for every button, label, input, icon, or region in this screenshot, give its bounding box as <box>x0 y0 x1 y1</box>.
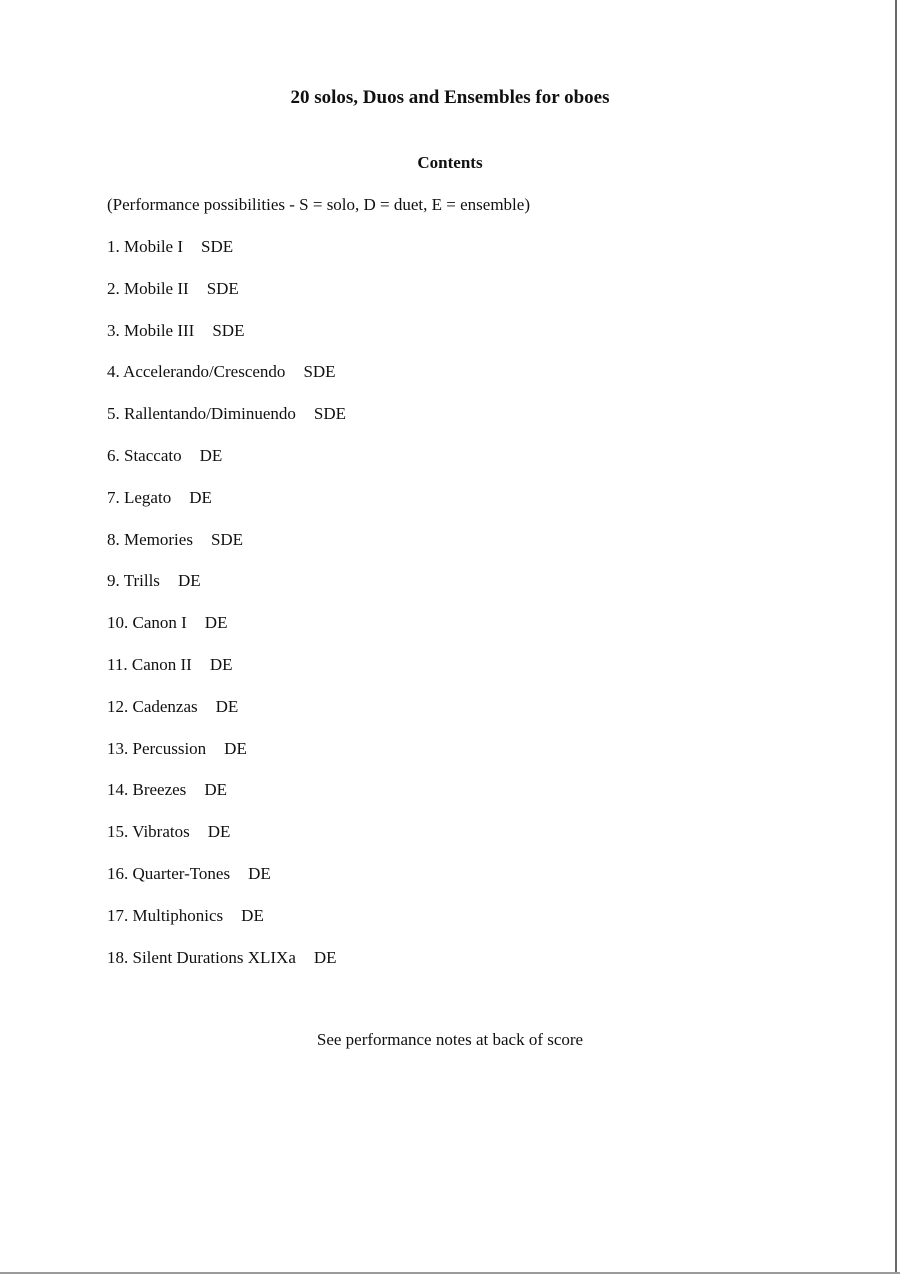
item-label: 16. Quarter-Tones <box>107 863 231 883</box>
performance-notes-reference: See performance notes at back of score <box>316 1030 584 1049</box>
item-label: 8. Memories <box>107 529 193 549</box>
item-code: DE <box>209 654 233 674</box>
contents-list <box>107 237 346 989</box>
contents-item <box>107 404 346 446</box>
item-code: SDE <box>210 529 244 549</box>
item-label: 9. Trills <box>107 571 160 591</box>
contents-item <box>107 237 346 279</box>
contents-item <box>107 530 346 572</box>
item-code: SDE <box>303 362 336 382</box>
item-label: 11. Canon II <box>107 654 192 674</box>
item-code: DE <box>177 571 201 591</box>
item-label: 4. Accelerando/Crescendo <box>107 362 286 382</box>
item-label: 7. Legato <box>107 487 172 507</box>
contents-item <box>107 655 346 697</box>
item-code: DE <box>189 487 212 507</box>
contents-item <box>107 279 346 321</box>
document-title: 20 solos, Duos and Ensembles for oboes <box>290 87 610 108</box>
contents-item <box>107 571 346 613</box>
item-label: 6. Staccato <box>107 445 182 465</box>
contents-item <box>107 446 346 488</box>
item-label: 5. Rallentando/Diminuendo <box>107 404 296 424</box>
item-label: 13. Percussion <box>107 738 207 758</box>
item-code: SDE <box>313 404 346 424</box>
item-label: 1. Mobile I <box>107 237 184 256</box>
item-label: 18. Silent Durations XLIXa <box>107 947 296 967</box>
contents-item <box>107 488 346 530</box>
contents-item <box>107 822 346 864</box>
item-code: DE <box>224 738 247 758</box>
item-label: 2. Mobile II <box>107 278 189 298</box>
contents-item <box>107 780 346 822</box>
item-code: DE <box>313 947 337 967</box>
item-code: DE <box>248 863 271 883</box>
performance-legend: (Performance possibilities - S = solo, D = duet, E = ensemble) <box>107 195 530 214</box>
item-label: 12. Cadenzas <box>107 696 198 716</box>
item-label: 15. Vibratos <box>107 822 190 842</box>
item-code: DE <box>204 613 228 633</box>
item-code: DE <box>204 780 227 800</box>
contents-item <box>107 948 346 990</box>
item-code: DE <box>215 696 239 716</box>
contents-item <box>107 906 346 948</box>
contents-item <box>107 739 346 781</box>
item-code: SDE <box>201 237 234 256</box>
item-code: SDE <box>212 320 245 340</box>
contents-heading: Contents <box>417 153 483 172</box>
contents-item <box>107 613 346 655</box>
item-code: SDE <box>206 278 239 298</box>
item-code: DE <box>199 445 223 465</box>
item-label: 10. Canon I <box>107 613 187 633</box>
item-code: DE <box>207 822 231 842</box>
item-label: 17. Multiphonics <box>107 905 224 925</box>
item-label: 3. Mobile III <box>107 320 195 340</box>
contents-item <box>107 321 346 363</box>
item-code: DE <box>241 905 264 925</box>
item-label: 14. Breezes <box>107 780 187 800</box>
contents-item <box>107 697 346 739</box>
contents-item <box>107 864 346 906</box>
contents-item <box>107 362 346 404</box>
